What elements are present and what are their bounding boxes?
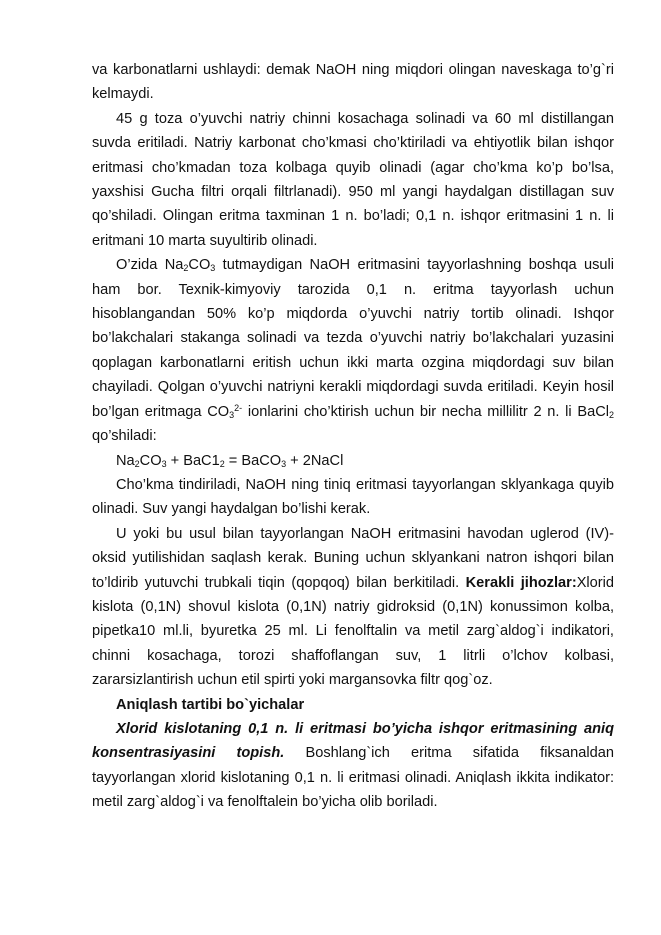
p3-sup-1: 2- — [234, 402, 243, 413]
eq-sub-3: 2 — [219, 458, 225, 469]
paragraph-5 — [92, 522, 614, 693]
paragraph-1-text: va karbonatlarni ushlaydi: demak NaOH ning miqdori olingan naveskaga to’g`ri kelmaydi. — [92, 62, 614, 103]
equipment-label: Kerakli jihozlar: — [465, 574, 577, 591]
p3-text-a: O’zida Na — [116, 257, 184, 274]
equation-line — [92, 449, 614, 473]
paragraph-4-text: Cho’kma tindiriladi, NaOH ning tiniq eritmasi tayyorlangan sklyankaga quyib olinadi. Suv yangi haydalgan bo’lishi kerak. — [92, 476, 614, 518]
p6-rest: Boshlang`ich eritma sifatida fiksanaldan tayyorlangan xlorid kislotaning 0,1 n. li eritmasi olinadi. Aniqlash ikkita indikator: metil zarg`aldog`i va fenolftalein bo’yicha olib boriladi. — [92, 745, 614, 811]
p5-text-b: Xlorid kislota (0,1N) shovul kislota (0,1N) natriy gidroksid (0,1N) konussimon kolba, pipetka10 ml.li, byuretka 25 ml. Li fenolftalin va metil zarg`aldog`i indikatori, chinni kosachaga, torozi shaffoflangan suv, 1 litrli o’lchov kolbasi, zararsizlantirish uchun etil spirti yoki margansovka filtr qog`oz. — [92, 574, 614, 689]
eq-d: = BaCO — [224, 452, 282, 469]
paragraph-1 — [92, 58, 614, 107]
p3-sub-3: 3 — [229, 409, 235, 420]
paragraph-2 — [92, 107, 614, 253]
paragraph-3 — [92, 253, 614, 448]
eq-sub-2: 3 — [161, 458, 167, 469]
section-heading — [92, 693, 614, 717]
p3-sub-2: 3 — [210, 263, 216, 274]
p3-text-e: qo’shiladi: — [92, 428, 157, 445]
p6-bold-italic: Xlorid kislotaning 0,1 n. li eritmasi bo’yicha ishqor eritmasining aniq konsentrasiyasini topish. — [92, 720, 614, 762]
p3-text-d: ionlarini cho’ktirish uchun bir necha millilitr 2 n. li BaCl — [242, 403, 609, 420]
paragraph-2-text: 45 g toza o’yuvchi natriy chinni kosachaga solinadi va 60 ml distillangan suvda eritiladi. Natriy karbonat cho’kmasi cho’ktiriladi va ehtiyotlik bilan ishqor eritmasi cho’kmadan toza kolbaga quyib olinadi (agar cho’kma ko’p bo’lsa, yaxshisi Gucha filtri orqali filtrlanadi). 950 ml yangi haydalgan distillagan suv qo’shiladi. Olingan eritma taxminan 1 n. bo’ladi; 0,1 n. ishqor eritmasini 1 n. li eritmani 10 marta suyultirib olinadi. — [92, 110, 614, 249]
p3-text-c: tutmaydigan NaOH eritmasini tayyorlashning boshqa usuli ham bor. Texnik-kimyoviy tarozida 0,1 n. eritma tayyorlash uchun hisoblangandan 50% ko’p miqdorda o’yuvchi natriy tortib olinadi. Ishqor bo’lakchalari stakanga solinadi va tezda o’yuvchi natriy bo’lakchalari yuzasini qoplagan karbonatlarni eritish uchun ikki marta ozgina miqdordagi suv bilan chayiladi. Qolgan o’yuvchi natriyni kerakli miqdordagi suvda eritiladi. Keyin hosil bo’lgan eritmaga CO — [92, 257, 614, 420]
section-heading-text: Aniqlash tartibi bo`yichalar — [116, 696, 305, 713]
eq-b: CO — [139, 452, 162, 469]
paragraph-4 — [92, 473, 614, 522]
eq-e: + 2NaCl — [286, 452, 344, 469]
eq-a: Na — [116, 452, 135, 469]
p5-text-a: U yoki bu usul bilan tayyorlangan NaOH eritmasini havodan uglerod (IV)-oksid yutilishidan saqlash kerak. Buning uchun sklyankani natron ishqori bilan to’ldirib yutuvchi trubkali tiqin (qopqoq) bilan berkitiladi. — [92, 525, 614, 591]
p3-sub-1: 2 — [183, 263, 189, 274]
paragraph-6 — [92, 717, 614, 815]
eq-c: + BaC1 — [166, 452, 220, 469]
p3-text-b: CO — [188, 257, 211, 274]
eq-sub-4: 3 — [281, 458, 287, 469]
document-page — [92, 58, 614, 815]
p3-sub-4: 2 — [608, 409, 614, 420]
eq-sub-1: 2 — [134, 458, 140, 469]
